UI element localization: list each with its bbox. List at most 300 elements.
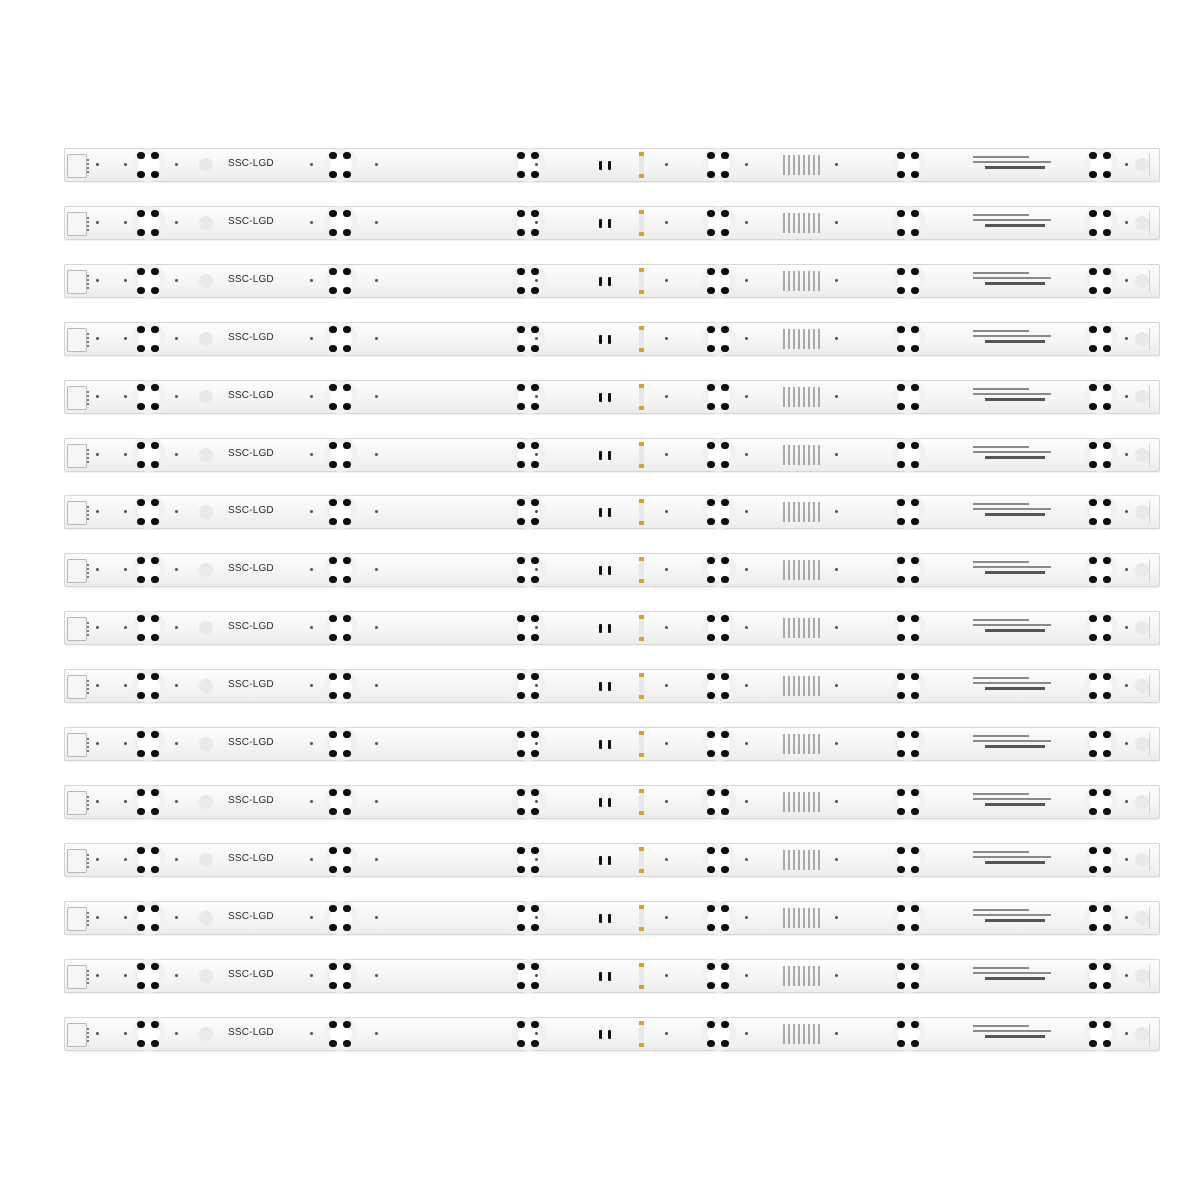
led-pad [1103, 982, 1111, 989]
connector [67, 386, 87, 410]
led-chip [897, 789, 919, 815]
fiducial-dot [665, 974, 668, 977]
led-pad [721, 268, 729, 275]
print-line [985, 977, 1045, 980]
resistor [639, 615, 644, 641]
led-pad [897, 345, 905, 352]
mounting-hole [1135, 1027, 1149, 1041]
led-pad [329, 731, 337, 738]
printed-codes [783, 155, 821, 175]
led-pad [897, 268, 905, 275]
print-line [973, 914, 1051, 916]
fiducial-dot [124, 974, 127, 977]
led-pad [531, 268, 539, 275]
print-line [973, 619, 1029, 621]
led-pad [343, 229, 351, 236]
fiducial-dot [535, 279, 538, 282]
led-strip [64, 785, 1160, 819]
led-pad [517, 210, 525, 217]
fiducial-dot [665, 684, 668, 687]
mounting-hole [1135, 853, 1149, 867]
fiducial-dot [1125, 453, 1128, 456]
fiducial-dot [535, 974, 538, 977]
fiducial-dot [96, 742, 99, 745]
led-pad [897, 229, 905, 236]
fiducial-dot [1125, 568, 1128, 571]
fiducial-dot [835, 510, 838, 513]
print-line [985, 1035, 1045, 1038]
led-pad [1103, 210, 1111, 217]
led-pad [517, 345, 525, 352]
led-pad [1089, 673, 1097, 680]
led-pad [151, 982, 159, 989]
fiducial-dot [835, 1032, 838, 1035]
led-chip [707, 442, 729, 468]
led-pad [707, 210, 715, 217]
led-chip [137, 731, 159, 757]
led-pad [343, 750, 351, 757]
led-pad [1103, 905, 1111, 912]
fiducial-dot [745, 916, 748, 919]
led-chip [137, 326, 159, 352]
led-pad [1089, 499, 1097, 506]
strip-end-tab [1149, 386, 1160, 408]
led-pad [721, 345, 729, 352]
fiducial-dot [1125, 395, 1128, 398]
led-chip [1089, 326, 1111, 352]
led-pad [1089, 1040, 1097, 1047]
led-pad [329, 384, 337, 391]
led-pad [343, 384, 351, 391]
led-pad [343, 1040, 351, 1047]
led-pad [517, 326, 525, 333]
strip-label: SSC-LGD [228, 563, 274, 574]
fiducial-dot [124, 279, 127, 282]
led-chip [897, 268, 919, 294]
led-pad [1103, 924, 1111, 931]
led-chip [707, 963, 729, 989]
led-pad [911, 692, 919, 699]
connector [67, 501, 87, 525]
fiducial-dot [835, 221, 838, 224]
fiducial-dot [535, 742, 538, 745]
led-pad [1089, 750, 1097, 757]
fiducial-dot [745, 626, 748, 629]
led-pad [329, 557, 337, 564]
led-pad [343, 326, 351, 333]
led-pad [1103, 384, 1111, 391]
led-strip [64, 553, 1160, 587]
led-pad [151, 963, 159, 970]
led-pad [517, 287, 525, 294]
led-chip [707, 499, 729, 525]
led-pad [329, 866, 337, 873]
led-pad [707, 345, 715, 352]
fiducial-dot [1125, 1032, 1128, 1035]
led-pad [897, 750, 905, 757]
led-pad [897, 403, 905, 410]
fiducial-dot [124, 626, 127, 629]
strip-end-tab [1149, 733, 1160, 755]
mounting-hole [1135, 679, 1149, 693]
printed-text [973, 906, 1053, 930]
led-pad [151, 924, 159, 931]
led-pad [897, 673, 905, 680]
print-line [973, 624, 1051, 626]
led-pad [721, 442, 729, 449]
print-line [985, 224, 1045, 227]
led-pad [343, 905, 351, 912]
fiducial-dot [175, 221, 178, 224]
led-pad [137, 499, 145, 506]
print-line [985, 861, 1045, 864]
fiducial-dot [535, 684, 538, 687]
print-line [985, 629, 1045, 632]
led-pad [531, 982, 539, 989]
led-pad [911, 808, 919, 815]
led-pad [1103, 442, 1111, 449]
led-pad [1089, 442, 1097, 449]
led-pad [897, 287, 905, 294]
led-pad [1089, 905, 1097, 912]
fiducial-dot [310, 742, 313, 745]
printed-text [973, 269, 1053, 293]
led-pad [721, 615, 729, 622]
led-pad [137, 287, 145, 294]
led-pad [517, 1040, 525, 1047]
fiducial-dot [310, 626, 313, 629]
led-chip [1089, 442, 1111, 468]
fiducial-dot [175, 800, 178, 803]
led-strip [64, 322, 1160, 356]
fiducial-dot [175, 395, 178, 398]
mounting-hole [199, 795, 213, 809]
resistor [639, 731, 644, 757]
fiducial-dot [310, 453, 313, 456]
led-pad [897, 576, 905, 583]
fiducial-dot [375, 974, 378, 977]
fiducial-dot [375, 742, 378, 745]
strip-end-tab [1149, 444, 1160, 466]
mounting-hole [1135, 390, 1149, 404]
led-pad [137, 345, 145, 352]
fiducial-dot [96, 510, 99, 513]
led-pad [911, 268, 919, 275]
led-pad [517, 615, 525, 622]
led-pad [707, 692, 715, 699]
led-chip [897, 326, 919, 352]
led-pad [517, 963, 525, 970]
led-pad [897, 1040, 905, 1047]
led-strip [64, 843, 1160, 877]
fiducial-dot [96, 626, 99, 629]
mounting-hole [1135, 621, 1149, 635]
print-line [973, 909, 1029, 911]
strip-label: SSC-LGD [228, 1027, 274, 1038]
led-pad [343, 499, 351, 506]
led-pad [911, 731, 919, 738]
mounting-hole [199, 216, 213, 230]
print-line [973, 335, 1051, 337]
led-pad [1089, 847, 1097, 854]
led-chip [1089, 731, 1111, 757]
led-pad [137, 326, 145, 333]
led-pad [343, 615, 351, 622]
strip-label: SSC-LGD [228, 679, 274, 690]
led-pad [911, 287, 919, 294]
led-chip [897, 673, 919, 699]
print-line [973, 793, 1029, 795]
led-pad [343, 345, 351, 352]
fiducial-dot [835, 742, 838, 745]
print-line [973, 1025, 1029, 1027]
led-chip [137, 152, 159, 178]
led-pad [1103, 615, 1111, 622]
led-chip [1089, 847, 1111, 873]
led-pad [1089, 808, 1097, 815]
printed-codes [783, 502, 821, 522]
led-chip [329, 557, 351, 583]
fiducial-dot [96, 221, 99, 224]
printed-codes [783, 908, 821, 928]
print-line [973, 967, 1029, 969]
led-pad [329, 847, 337, 854]
led-pad [329, 808, 337, 815]
led-chip [137, 673, 159, 699]
led-pad [911, 634, 919, 641]
fiducial-dot [96, 1032, 99, 1035]
printed-text [973, 500, 1053, 524]
fiducial-dot [535, 1032, 538, 1035]
led-pad [721, 287, 729, 294]
strip-label: SSC-LGD [228, 390, 274, 401]
print-line [973, 219, 1051, 221]
led-pad [911, 750, 919, 757]
fiducial-dot [96, 684, 99, 687]
led-chip [137, 442, 159, 468]
led-pad [911, 963, 919, 970]
mounting-hole [1135, 158, 1149, 172]
led-pad [911, 384, 919, 391]
print-line [973, 566, 1051, 568]
led-pad [911, 326, 919, 333]
led-pad [151, 518, 159, 525]
print-line [973, 972, 1051, 974]
led-pad [1089, 229, 1097, 236]
printed-codes [783, 618, 821, 638]
fiducial-dot [175, 453, 178, 456]
led-chip [897, 557, 919, 583]
fiducial-dot [175, 916, 178, 919]
strip-label: SSC-LGD [228, 853, 274, 864]
led-chip [707, 905, 729, 931]
led-pad [329, 518, 337, 525]
resistor [639, 442, 644, 468]
led-pad [343, 268, 351, 275]
solder-pads [599, 393, 611, 402]
led-pad [517, 557, 525, 564]
fiducial-dot [535, 510, 538, 513]
led-pad [137, 229, 145, 236]
fiducial-dot [96, 974, 99, 977]
print-line [973, 798, 1051, 800]
led-pad [721, 1040, 729, 1047]
printed-codes [783, 1024, 821, 1044]
led-pad [1089, 557, 1097, 564]
led-pad [343, 171, 351, 178]
fiducial-dot [175, 684, 178, 687]
led-chip [137, 905, 159, 931]
led-pad [897, 171, 905, 178]
fiducial-dot [535, 453, 538, 456]
led-pad [343, 847, 351, 854]
print-line [985, 803, 1045, 806]
led-pad [343, 808, 351, 815]
led-pad [329, 171, 337, 178]
strip-end-tab [1149, 1023, 1160, 1045]
resistor [639, 557, 644, 583]
led-pad [151, 229, 159, 236]
led-pad [707, 634, 715, 641]
led-pad [531, 1021, 539, 1028]
led-pad [517, 152, 525, 159]
led-pad [531, 789, 539, 796]
fiducial-dot [310, 337, 313, 340]
print-line [985, 456, 1045, 459]
led-pad [531, 403, 539, 410]
led-pad [721, 789, 729, 796]
led-pad [517, 731, 525, 738]
led-pad [531, 692, 539, 699]
led-chip [1089, 789, 1111, 815]
led-pad [721, 499, 729, 506]
mounting-hole [199, 448, 213, 462]
connector [67, 559, 87, 583]
led-pad [517, 634, 525, 641]
print-line [985, 919, 1045, 922]
fiducial-dot [745, 1032, 748, 1035]
strip-end-tab [1149, 328, 1160, 350]
led-chip [1089, 673, 1111, 699]
led-pad [707, 287, 715, 294]
resistor [639, 384, 644, 410]
fiducial-dot [124, 337, 127, 340]
fiducial-dot [665, 279, 668, 282]
led-pad [343, 634, 351, 641]
mounting-hole [199, 737, 213, 751]
led-pad [531, 461, 539, 468]
led-pad [707, 847, 715, 854]
led-pad [151, 210, 159, 217]
led-pad [531, 576, 539, 583]
mounting-hole [1135, 911, 1149, 925]
led-pad [151, 442, 159, 449]
printed-codes [783, 850, 821, 870]
fiducial-dot [310, 800, 313, 803]
fiducial-dot [745, 510, 748, 513]
solder-pads [599, 914, 611, 923]
fiducial-dot [535, 916, 538, 919]
led-pad [911, 1040, 919, 1047]
led-pad [151, 326, 159, 333]
resistor [639, 905, 644, 931]
led-chip [329, 499, 351, 525]
printed-codes [783, 271, 821, 291]
fiducial-dot [835, 279, 838, 282]
led-pad [897, 615, 905, 622]
led-pad [137, 461, 145, 468]
printed-text [973, 732, 1053, 756]
mounting-hole [199, 390, 213, 404]
led-pad [531, 229, 539, 236]
led-pad [137, 982, 145, 989]
led-pad [911, 152, 919, 159]
led-pad [151, 1021, 159, 1028]
strip-end-tab [1149, 154, 1160, 176]
print-line [973, 161, 1051, 163]
mounting-hole [1135, 795, 1149, 809]
led-pad [329, 963, 337, 970]
led-pad [343, 1021, 351, 1028]
fiducial-dot [745, 568, 748, 571]
led-chip [897, 963, 919, 989]
led-pad [151, 1040, 159, 1047]
led-pad [1089, 789, 1097, 796]
led-pad [911, 557, 919, 564]
led-chip [137, 1021, 159, 1047]
resistor [639, 268, 644, 294]
print-line [973, 272, 1029, 274]
mounting-hole [199, 332, 213, 346]
led-pad [721, 847, 729, 854]
led-pad [517, 905, 525, 912]
fiducial-dot [1125, 163, 1128, 166]
led-pad [137, 731, 145, 738]
led-chip [329, 789, 351, 815]
led-pad [1103, 789, 1111, 796]
led-pad [137, 171, 145, 178]
led-pad [151, 287, 159, 294]
led-chip [137, 384, 159, 410]
fiducial-dot [375, 221, 378, 224]
fiducial-dot [310, 568, 313, 571]
led-pad [1103, 750, 1111, 757]
print-line [973, 561, 1029, 563]
led-pad [911, 229, 919, 236]
solder-pads [599, 566, 611, 575]
fiducial-dot [310, 974, 313, 977]
led-pad [721, 152, 729, 159]
led-pad [721, 866, 729, 873]
fiducial-dot [745, 742, 748, 745]
mounting-hole [199, 158, 213, 172]
fiducial-dot [96, 337, 99, 340]
led-pad [1103, 847, 1111, 854]
fiducial-dot [745, 279, 748, 282]
printed-text [973, 790, 1053, 814]
fiducial-dot [665, 742, 668, 745]
led-pad [329, 750, 337, 757]
led-pad [721, 808, 729, 815]
fiducial-dot [835, 453, 838, 456]
led-pad [911, 345, 919, 352]
led-pad [137, 152, 145, 159]
led-chip [137, 847, 159, 873]
led-pad [1089, 518, 1097, 525]
led-pad [137, 905, 145, 912]
printed-codes [783, 792, 821, 812]
led-pad [343, 576, 351, 583]
